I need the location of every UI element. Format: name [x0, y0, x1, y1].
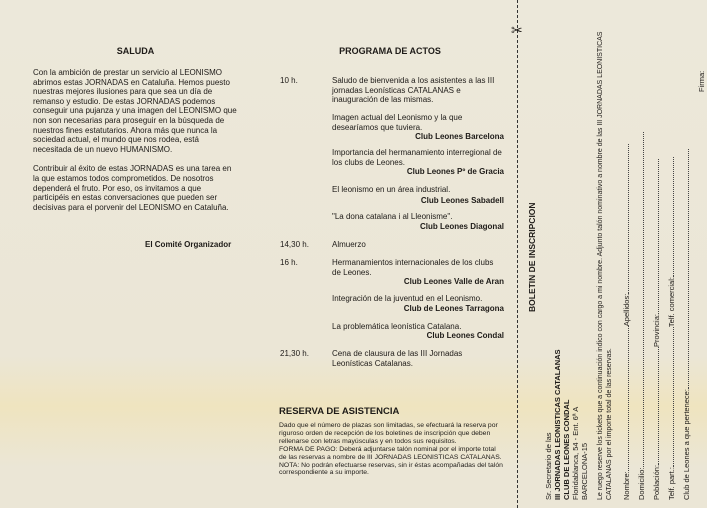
- saluda-title: SALUDA: [116, 46, 155, 56]
- act-2: Imagen actual del Leonismo y la que desearíamos que tuviera.: [332, 113, 463, 132]
- telf-field[interactable]: [667, 157, 676, 500]
- club-9: Club Leones Condal: [426, 331, 504, 340]
- nombre-blank: [628, 326, 629, 471]
- club-5: Club Leones Diagonal: [419, 222, 504, 231]
- time-10: 10 h.: [280, 76, 298, 85]
- club-3: Club Leones Pº de Gracia: [406, 167, 504, 176]
- reserva-text: Dado que el número de plazas son limitadas, se efectuará la reserva por riguroso orden de recepción de los boletines de inscripción que deben rellenarse con letras mayúsculas y en todos sus requisitos.: [279, 422, 498, 445]
- firma-label: Firma:: [697, 70, 706, 92]
- act-3: Importancia del hermanamiento interregional de los clubs de Leones.: [332, 148, 502, 167]
- provincia-label: Provincia:: [652, 314, 661, 347]
- domicilio-field[interactable]: [637, 132, 646, 500]
- reserva-title: RESERVA DE ASISTENCIA: [279, 406, 400, 417]
- reserva-nota: NOTA: No podrán efectuarse reservas, sin ir éstas acompañadas del talón correspondiente a su importe.: [279, 461, 503, 477]
- addr-4: Floridablanca, 54 - Ent. 6ª A: [571, 406, 580, 500]
- boletin-title: BOLETIN DE INSCRIPCION: [527, 202, 537, 312]
- poblacion-field[interactable]: [652, 159, 661, 500]
- cut-line: [517, 0, 518, 508]
- club-label: Club de Leones a que pertenece:: [682, 389, 691, 500]
- addr-1: Sr. Secretario de las: [544, 432, 553, 500]
- act-4: El leonismo en un área industrial.: [332, 185, 451, 194]
- poblacion-blank: [658, 347, 659, 465]
- club-field[interactable]: [682, 149, 691, 500]
- time-2130: 21,30 h.: [280, 349, 309, 358]
- domicilio-blank: [643, 132, 644, 467]
- club-2: Club Leones Barcelona: [415, 132, 504, 141]
- telf-blank: [673, 327, 674, 467]
- act-10: Cena de clausura de las III Jornadas Leonísticas Catalanas.: [332, 349, 463, 368]
- club-8: Club de Leones Tarragona: [403, 304, 504, 313]
- ruego-text: Le ruego reserve los tickets que a continuación indico con cargo a mi nombre. Adjunto talón nominativo a nombre de las III JORNADAS LEONISTICAS CATALANAS por el importe total de las reservas.: [597, 31, 613, 500]
- reserva-pago: FORMA DE PAGO: Deberá adjuntarse talón nominal por el importe total de las reservas a nombre de III JORNADAS LEONISTICAS CATALANAS.: [279, 445, 502, 461]
- telfcom-blank: [673, 157, 674, 277]
- act-5: "La dona catalana i al Lleonisme".: [332, 212, 453, 221]
- saluda-paragraph-2: Contribuir al éxito de estas JORNADAS es una tarea en la que estamos todos comprometidos. De nosotros dependerá el fruto. Por eso, os invitamos a que participéis en estas conversaciones que pueden ser decisivas para el porvenir del LEONISMO en Cataluña.: [33, 164, 232, 212]
- poblacion-label: Población:: [652, 464, 661, 500]
- addr-5: BARCELONA-15: [580, 442, 589, 500]
- time-1430: 14,30 h.: [280, 240, 309, 249]
- apellidos-label: Apellidos:: [622, 293, 631, 327]
- scissors-icon: ✂: [511, 22, 523, 38]
- telf-label: Telf. part.:: [667, 467, 676, 500]
- programa-title: PROGRAMA DE ACTOS: [339, 46, 441, 56]
- provincia-blank: [658, 159, 659, 314]
- act-7: Hermanamientos internacionales de los clubs de Leones.: [332, 258, 494, 277]
- addr-2: III JORNADAS LEONISTICAS CATALANAS: [553, 349, 562, 500]
- addr-3: CLUB DE LEONES CONDAL: [562, 399, 571, 500]
- act-6: Almuerzo: [332, 240, 366, 249]
- domicilio-label: Domicilio:: [637, 467, 646, 500]
- nombre-label: Nombre:: [622, 471, 631, 500]
- reserva-body: [279, 422, 505, 477]
- telfcom-label: Telf. comercial:: [667, 277, 676, 328]
- saluda-signature: El Comité Organizador: [145, 240, 232, 249]
- act-9: La problemática leonística Catalana.: [332, 322, 462, 331]
- time-16: 16 h.: [280, 258, 298, 267]
- nombre-field[interactable]: [622, 144, 631, 500]
- act-8: Integración de la juventud en el Leonismo.: [332, 294, 483, 303]
- act-1: Saludo de bienvenida a los asistentes a las III jornadas Leonísticas CATALANAS e inauguración de las mismas.: [332, 76, 495, 105]
- club-7: Club Leones Valle de Aran: [403, 277, 504, 286]
- saluda-body: [33, 68, 238, 212]
- club-4: Club Leones Sabadell: [420, 196, 504, 205]
- apellidos-blank: [628, 144, 629, 294]
- saluda-paragraph-1: Con la ambición de prestar un servicio al LEONISMO abrimos estas JORNADAS en Cataluña. Hemos puesto nuestras mejores ilusiones para que sea un día de remanso y estudio. De estas JORNADAS podemos conseguir una pujanza y una imagen del LEONISMO que non son necesarias para proseguir en la búsqueda de nuestros fines estatutarios. Ahora más que nunca la sociedad actual, el mundo que nos rodea, está necesitada de un nuevo HUMANISMO.: [33, 68, 237, 154]
- club-blank: [688, 149, 689, 389]
